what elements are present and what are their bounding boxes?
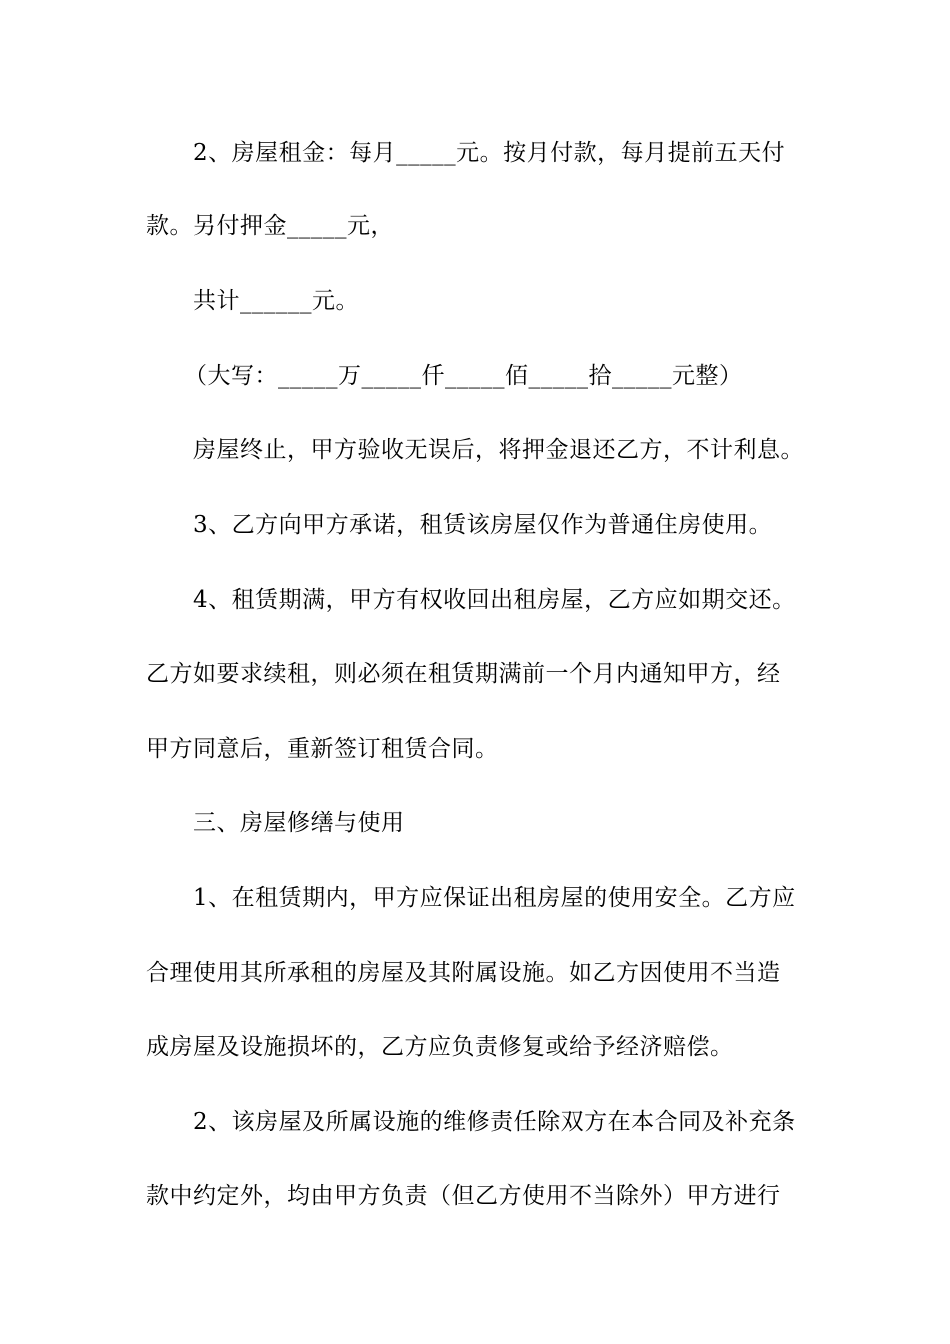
paragraph-clause-4-line-1: 4、租赁期满，甲方有权收回出租房屋，乙方应如期交还。 — [193, 587, 796, 613]
paragraph-total-line: 共计______元。 — [193, 288, 359, 314]
paragraph-clause-4-line-3: 甲方同意后，重新签订租赁合同。 — [146, 736, 499, 762]
paragraph-rent-line-2: 款。另付押金_____元， — [146, 213, 394, 239]
paragraph-clause-3-line: 3、乙方向甲方承诺，租赁该房屋仅作为普通住房使用。 — [193, 512, 773, 538]
paragraph-repair-clause-2-line-1: 2、该房屋及所属设施的维修责任除双方在本合同及补充条 — [193, 1109, 796, 1135]
paragraph-rent-line-1: 2、房屋租金：每月_____元。按月付款，每月提前五天付 — [193, 140, 786, 166]
paragraph-repair-clause-1-line-3: 成房屋及设施损坏的，乙方应负责修复或给予经济赔偿。 — [146, 1034, 734, 1060]
paragraph-repair-clause-1-line-1: 1、在租赁期内，甲方应保证出租房屋的使用安全。乙方应 — [193, 885, 796, 911]
paragraph-deposit-refund-line: 房屋终止，甲方验收无误后，将押金退还乙方，不计利息。 — [193, 437, 804, 463]
paragraph-repair-clause-1-line-2: 合理使用其所承租的房屋及其附属设施。如乙方因使用不当造 — [146, 960, 781, 986]
paragraph-clause-4-line-2: 乙方如要求续租，则必须在租赁期满前一个月内通知甲方，经 — [146, 661, 781, 687]
paragraph-repair-clause-2-line-2: 款中约定外，均由甲方负责（但乙方使用不当除外）甲方进行 — [146, 1183, 781, 1209]
section-heading-repair-and-use: 三、房屋修缮与使用 — [193, 810, 405, 836]
paragraph-uppercase-amount-line: （大写：_____万_____仟_____佰_____拾_____元整） — [184, 363, 743, 389]
